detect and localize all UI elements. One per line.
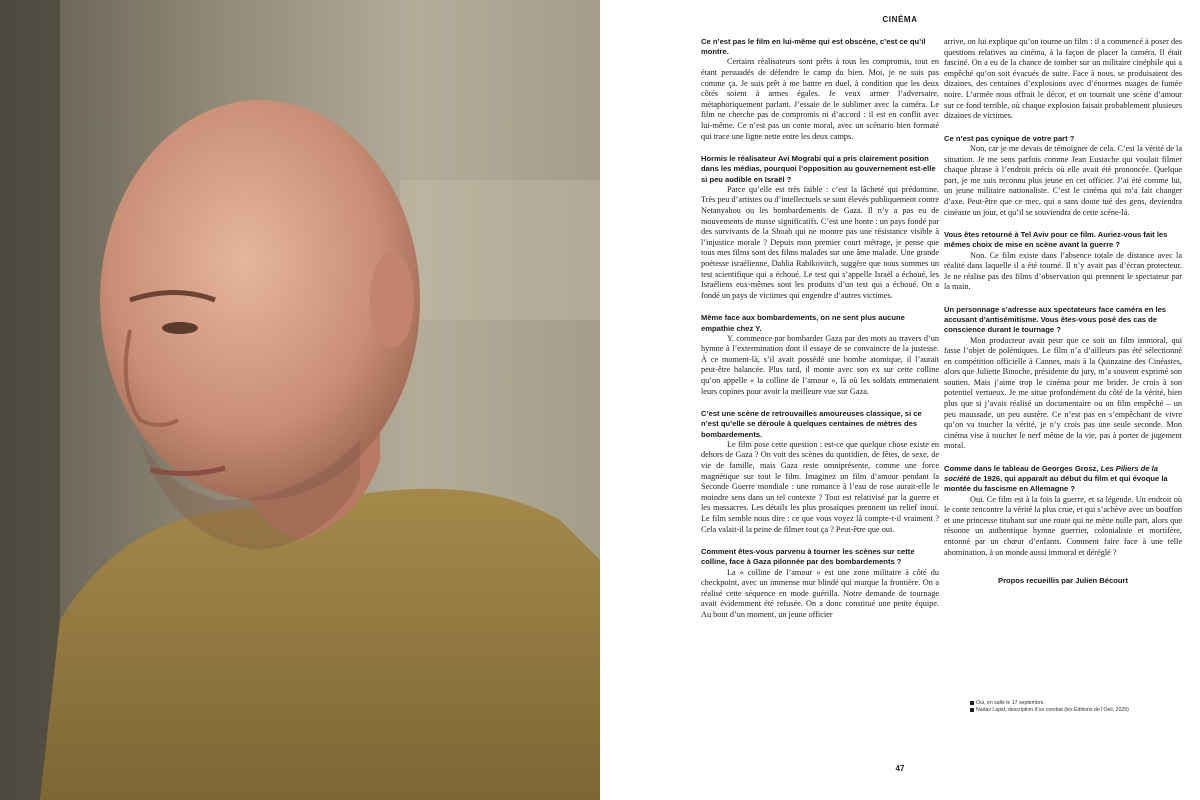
answer: Y. commence par bombarder Gaza par des mots au travers d’un hymne à l’extermination dont il essaye de se convaincre de la justesse. À ce moment-là, s’il avait possédé une bombe atomique, il l’aurait peut-être balancée. Plus tard, il monte avec son ex sur cette colline qu’on appelle « la colline de l’amour », là où les soldats emmenaient leurs copines pour avoir la meilleure vue sur Gaza. — [701, 333, 939, 396]
answer: Le film pose cette question : est-ce que quelque chose existe en dehors de Gaza ? On voit des scènes du quotidien, de fêtes, de sexe, de vie de famille, mais Gaza reste omniprésente, comme une force magnétique sur tout le film. Imaginez un film d’amour pendant la Seconde Guerre mondiale : une romance à l’eau de rose aurait-elle le moindre sens dans un tel contexte ? Tout est relativisé par la guerre et les massacres. Les détails les plus prosaïques prennent un relief inouï. Le film semble nous dire : ce que vous voyez là compte-t-il vraiment ? Cela valait-il la peine de filmer tout ça ? Peut-être que oui. — [701, 439, 939, 534]
question-text: Comme dans le tableau de Georges Grosz, — [944, 464, 1101, 474]
answer: Mon producteur avait peur que ce soit un film immoral, qui fasse l’objet de polémiques. Le film n’a d’ailleurs pas été sélectionné en compétition officielle à Cannes, mais à la Quinzaine des Cinéastes, alors que Juliette Binoche, présidente du jury, m’a souvent exprimé son soutien. Mais j’aime trop le cinéma pour me brider. Je crois à son potentiel vertueux. Je me situe profondément du côté de la vérité, bien plus que si j’avais réalisé un documentaire ou un film empêché – un peu maussade, un peu austère. Ce n’est pas en s’empêchant de vivre qu’on va toucher la vérité, je n’y crois pas une seule seconde. Mon cinéma vise à toucher le nerf même de la vie, pas à porter de jugement moral. — [944, 335, 1182, 451]
footnote: Nadav Lapid, description d’un combat (les Éditions de l’Oeil, 2025) — [970, 707, 1190, 714]
question: Même face aux bombardements, on ne sent plus aucune empathie chez Y. — [701, 313, 905, 333]
answer: Oui. Ce film est à la fois la guerre, et sa légende. Un endroit où le conte rencontre la vérité la plus crue, et qui s’achève avec un bouffon et une princesse titubant sur une route qui ne mène nulle part, alors que résonne un authentique hymne guerrier, colonialiste et mortifère, entonné par un chœur d’enfants. Comment faire face à une telle abomination, à un monde aussi immoral et déréglé ? — [944, 494, 1182, 557]
left-text-column — [701, 37, 939, 633]
answer: Certains réalisateurs sont prêts à tous les compromis, tout en étant persuadés de défendre le camp du bien. Moi, je ne suis pas comme ça. Je suis prêt à me battre en duel, à condition que les deux côtés soient à armes égales. Je veux armer l’adversaire, métaphoriquement parlant. J’essaie de le sublimer avec la caméra. Le film ne cherche pas de compromis ni d’accord : il est en conflit avec lui-même. Ce n’est pas un conte moral, avec un scénario bien formaté qui trace une ligne nette entre les deux camps. — [701, 57, 939, 141]
question-text: de 1926, qui apparaît au début du film et qui évoque la montée du fascisme en Allemagne ? — [944, 474, 1168, 494]
answer: La « colline de l’amour » est une zone militaire à côté du checkpoint, avec un immense mur blindé qui marque la frontière. On a réalisé cette séquence en mode guérilla. Notre demande de tournage avait évidemment été refusée. On a donc constitué une petite équipe. Au bout d’un moment, un jeune officier — [701, 567, 939, 619]
question: Un personnage s’adresse aux spectateurs face caméra en les accusant d’antisémitisme. Vous êtes-vous posé des cas de conscience durant le tournage ? — [944, 304, 1167, 335]
interview-credit: Propos recueillis par Julien Bécourt — [998, 576, 1128, 586]
footnote: Oui, en salle le 17 septembre. — [970, 700, 1190, 707]
question: Ce n’est pas le film en lui-même qui est obscène, c’est ce qu’il montre. — [701, 37, 926, 57]
footnotes — [970, 700, 1190, 714]
right-text-column — [944, 37, 1182, 587]
question: Ce n’est pas cynique de votre part ? — [944, 133, 1075, 143]
article-page — [600, 0, 1200, 800]
answer: Parce qu’elle est très faible : c’est la lâcheté qui prédomine. Très peu d’artistes ou d’intellectuels se sont élevés publiquement contre Netanyahou ou les bombardements de Gaza. Il n’y a pas eu de mouvements de masse significatifs. C’est une honte : un pays fondé par des survivants de la Shoah qui ne montre pas une résistance visible à l’injustice morale ? Depuis mon premier court métrage, je pense que tous mes films sont des films malades sur une âme malade. Une grande poétesse israélienne, Dahlia Rabikovitch, suggère que nous sommes un test scientifique qui a échoué. Le test qui s’appelle Israël a échoué, les Israéliens eux-mêmes sont les produits d’un test qui a échoué. On a fondé un pays de victimes qui engendre d’autres victimes. — [701, 184, 939, 300]
question — [944, 464, 1182, 495]
answer: Non. Ce film existe dans l’absence totale de distance avec la réalité dans laquelle il a été tourné. Il n’y avait pas d’écran protecteur. Je ne réalise pas des films d’observation qui prennent le spectateur par la main. — [944, 250, 1182, 292]
page-number: 47 — [895, 764, 905, 773]
square-bullet-icon — [970, 701, 974, 705]
painting-title: Les Piliers de la société — [944, 464, 1158, 484]
question: C’est une scène de retrouvailles amoureuses classique, si ce n’est qu’elle se déroule à quelques centaines de mètres des bombardements. — [701, 409, 922, 439]
section-label: CINÉMA — [882, 15, 918, 24]
question: Hormis le réalisateur Avi Mograbi qui a pris clairement position dans les médias, pourquoi l’opposition au gouvernement est-elle si peu audible en Israël ? — [701, 154, 936, 184]
square-bullet-icon — [970, 708, 974, 712]
question: Comment êtes-vous parvenu à tourner les scènes sur cette colline, face à Gaza pilonnée par des bombardements ? — [701, 547, 915, 567]
answer: Non, car je me devais de témoigner de cela. C’est la vérité de la situation. Je me sens parfois comme Jean Eustache qui voulait filmer chaque phrase à l’endroit précis où elle avait été prononcée. Quelque part, je me suis reconnu plus jeune en cet officier. J’ai été comme lui, un jeune militaire nationaliste. C’est le cinéma qui m’a fait changer d’axe. Peut-être que ce mec, qui a sans doute tué des gens, deviendra cinéaste un jour, et qu’il se souviendra de cette scène-là. — [944, 143, 1182, 217]
answer-continued: arrive, on lui explique qu’on tourne un film : il a commencé à poser des questions relatives au cinéma, à la façon de placer la caméra. Il était fasciné. On a eu de la chance de tomber sur un militaire cinéphile qui a empêché qu’on soit évacués de suite. Face à nous, se produisaient des dizaines, des centaines d’explosions avec d’énormes nuages de fumée noire. L’armée nous offrait le décor, et on tournait une scène d’amour sur ce fond terrible, où chaque explosion faisait probablement plusieurs dizaines de victimes. — [944, 37, 1182, 121]
question: Vous êtes retourné à Tel Aviv pour ce film. Auriez-vous fait les mêmes choix de mise en scène avant la guerre ? — [944, 230, 1168, 250]
